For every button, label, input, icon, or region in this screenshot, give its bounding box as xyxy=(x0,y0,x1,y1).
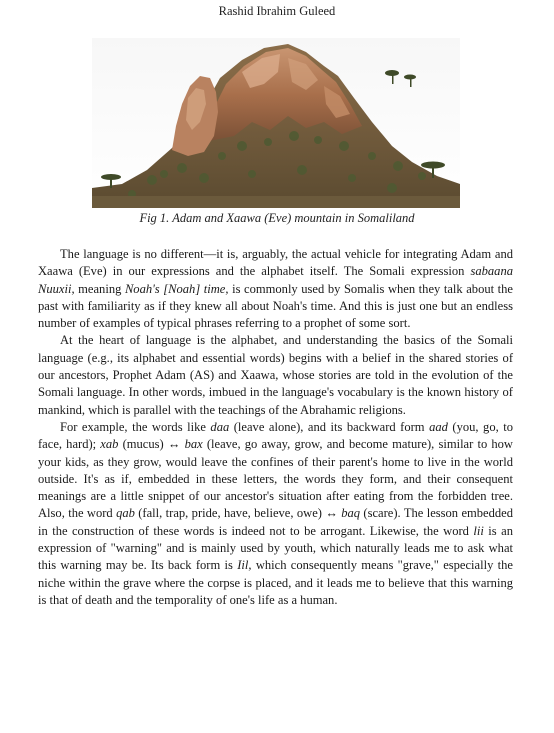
text-run: is an expression of "warning" and is mainly used by youth, which naturally leads me to ask what this warning may be. Its back form is xyxy=(38,523,513,573)
italic-term: qab xyxy=(116,506,135,521)
italic-term: Iil, xyxy=(237,558,252,573)
italic-term: daa xyxy=(210,419,230,434)
italic-term: aad xyxy=(429,419,448,434)
italic-term: sabaana Nuuxii, xyxy=(38,264,513,296)
text-run: The language is no different—it is, arguably, the actual vehicle for integrating Adam and Xaawa (Eve) in our expressions and the alphabet itself. The Somali expression xyxy=(38,247,513,279)
text-run: (scare). The lesson embedded in the construction of these words is indeed not to be arrogant. Likewise, the word xyxy=(38,506,513,538)
text-run: (leave alone), and its backward form xyxy=(229,419,430,434)
italic-term: Noah's [Noah] time, xyxy=(124,281,229,296)
text-run: (you, go, to face, hard); xyxy=(38,419,513,452)
text-run: At the heart of language is the alphabet, and understanding the basics of the Somali language (e.g., its alphabet and essential words) begins with a belief in the shared stories of our ancestors, Prophet Adam (AS) and Xaawa, whose stories are told in the evolution of the Somali language. In other words, imbued in the language's vocabulary is the known history of mankind, which is parallel with the teachings of the Abrahamic religions. xyxy=(38,333,513,417)
text-run: For example, the words like xyxy=(60,419,211,434)
text-run: (mucus) ↔ xyxy=(118,437,185,452)
text-run: is commonly used by Somalis when they talk about the past with familiarity as if they knew all about Noah's time. And this is just one but an endless number of examples of typical phrases referring to a prophet of some sort. xyxy=(38,281,513,331)
mountain-photo xyxy=(92,38,460,208)
text-run: (fall, trap, pride, have, believe, owe) ↔ xyxy=(134,506,342,521)
page-header-author: Rashid Ibrahim Guleed xyxy=(218,4,336,18)
italic-term: bax xyxy=(184,437,203,452)
body-text xyxy=(38,246,513,609)
text-run: meaning xyxy=(74,281,125,296)
figure-caption: Fig 1. Adam and Xaawa (Eve) mountain in Somaliland xyxy=(139,211,415,225)
italic-term: lii xyxy=(473,523,484,538)
paragraph xyxy=(38,246,513,332)
text-run: (leave, go away, grow, and become mature), similar to how your kids, as they grow, would leave the confines of their parent's home to live in the world outside. It's as if, embedded in these letters, the words they form, and their consequent meanings are a little snippet of our ancestor's situation after eating from the forbidden tree. Also, the word xyxy=(38,437,513,521)
paragraph xyxy=(38,419,513,609)
italic-term: baq xyxy=(341,506,361,521)
text-run: which consequently means "grave," especially the niche within the grave where the corpse is placed, and it leads me to believe that this warning is that of death and the temporality of one's life as a human. xyxy=(38,558,513,607)
paragraph xyxy=(38,332,513,418)
italic-term: xab xyxy=(100,437,119,452)
